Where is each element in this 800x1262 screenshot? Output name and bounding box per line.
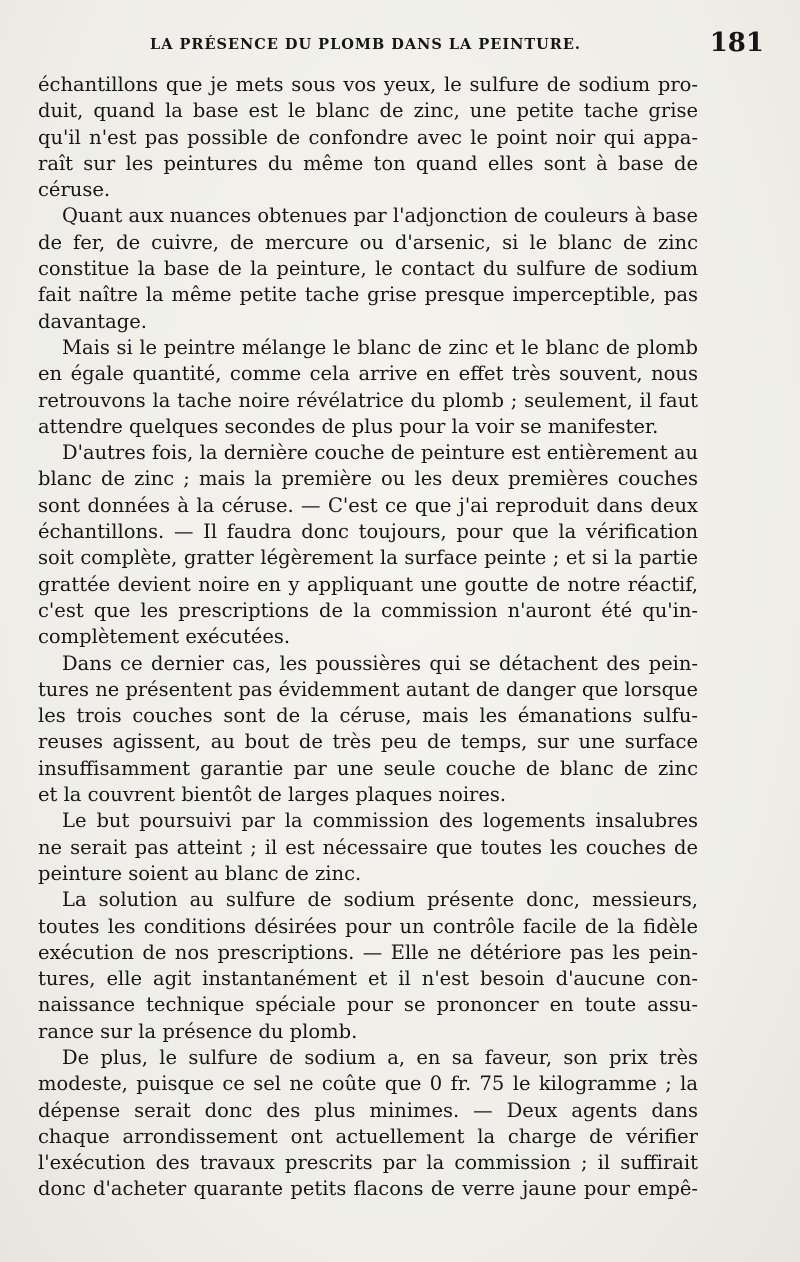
text-line: davantage. [38,309,147,333]
text-line: rance sur la présence du plomb. [38,1019,358,1043]
text-line: tures, elle agit instantanément et il n'est besoin d'aucune con- [38,967,698,991]
text-line: Le but poursuivi par la commission des logements insalubres [62,809,698,833]
text-line: échantillons que je mets sous vos yeux, le sulfure de sodium pro- [38,73,698,96]
text-line: La solution au sulfure de sodium présente donc, messieurs, [62,888,698,912]
text-line: Quant aux nuances obtenues par l'adjonction de couleurs à base [62,204,698,228]
text-line: ne serait pas atteint ; il est nécessaire que toutes les couches de [38,835,698,859]
body-text [38,72,698,1203]
text-line: qu'il n'est pas possible de confondre avec le point noir qui appa- [38,125,698,149]
text-line: naissance technique spéciale pour se prononcer en toute assu- [38,993,698,1017]
text-line: exécution de nos prescriptions. — Elle ne détériore pas les pein- [38,940,698,964]
text-line: chaque arrondissement ont actuellement la charge de vérifier [38,1124,698,1148]
text-line: retrouvons la tache noire révélatrice du plomb ; seulement, il faut [38,388,698,412]
text-line: grattée devient noire en y appliquant une goutte de notre réactif, [38,572,698,596]
text-line: attendre quelques secondes de plus pour la voir se manifester. [38,414,659,438]
text-line: de fer, de cuivre, de mercure ou d'arsenic, si le blanc de zinc [38,230,698,254]
page-header [40,28,764,64]
running-head: LA PRÉSENCE DU PLOMB DANS LA PEINTURE. [150,36,581,53]
text-line: fait naître la même petite tache grise presque imperceptible, pas [38,283,698,307]
page-number: 181 [709,28,764,58]
text-line: D'autres fois, la dernière couche de peinture est entièrement au [62,441,698,465]
text-line: complètement exécutées. [38,625,291,649]
text-line: duit, quand la base est le blanc de zinc, une petite tache grise [38,99,698,123]
text-line: tures ne présentent pas évidemment autant de danger que lorsque [38,677,698,701]
text-line: blanc de zinc ; mais la première ou les deux premières couches [38,467,698,491]
text-line: en égale quantité, comme cela arrive en effet très souvent, nous [38,362,698,386]
text-line: sont données à la céruse. — C'est ce que j'ai reproduit dans deux [38,493,698,517]
text-line: soit complète, gratter légèrement la surface peinte ; et si la partie [38,546,698,570]
text-line: c'est que les prescriptions de la commission n'auront été qu'in- [38,598,698,622]
text-line: échantillons. — Il faudra donc toujours, pour que la vérification [38,520,698,544]
text-line: céruse. [38,178,111,202]
text-line: constitue la base de la peinture, le contact du sulfure de sodium [38,257,698,281]
text-line: dépense serait donc des plus minimes. — Deux agents dans [38,1098,698,1122]
text-line: raît sur les peintures du même ton quand elles sont à base de [38,151,698,175]
text-line: et la couvrent bientôt de larges plaques noires. [38,783,507,807]
text-line: l'exécution des travaux prescrits par la commission ; il suffirait [38,1151,698,1175]
text-line: Mais si le peintre mélange le blanc de zinc et le blanc de plomb [62,335,698,359]
text-line: peinture soient au blanc de zinc. [38,861,362,885]
text-line: donc d'acheter quarante petits flacons de verre jaune pour empê- [38,1177,698,1201]
text-line: modeste, puisque ce sel ne coûte que 0 fr. 75 le kilogramme ; la [38,1072,698,1096]
text-line: insuffisamment garantie par une seule couche de blanc de zinc [38,756,698,780]
text-line: De plus, le sulfure de sodium a, en sa faveur, son prix très [62,1045,698,1069]
text-line: toutes les conditions désirées pour un contrôle facile de la fidèle [38,914,698,938]
text-line: les trois couches sont de la céruse, mais les émanations sulfu- [38,704,698,728]
text-line: reuses agissent, au bout de très peu de temps, sur une surface [38,730,698,754]
text-line: Dans ce dernier cas, les poussières qui se détachent des pein- [62,651,698,675]
